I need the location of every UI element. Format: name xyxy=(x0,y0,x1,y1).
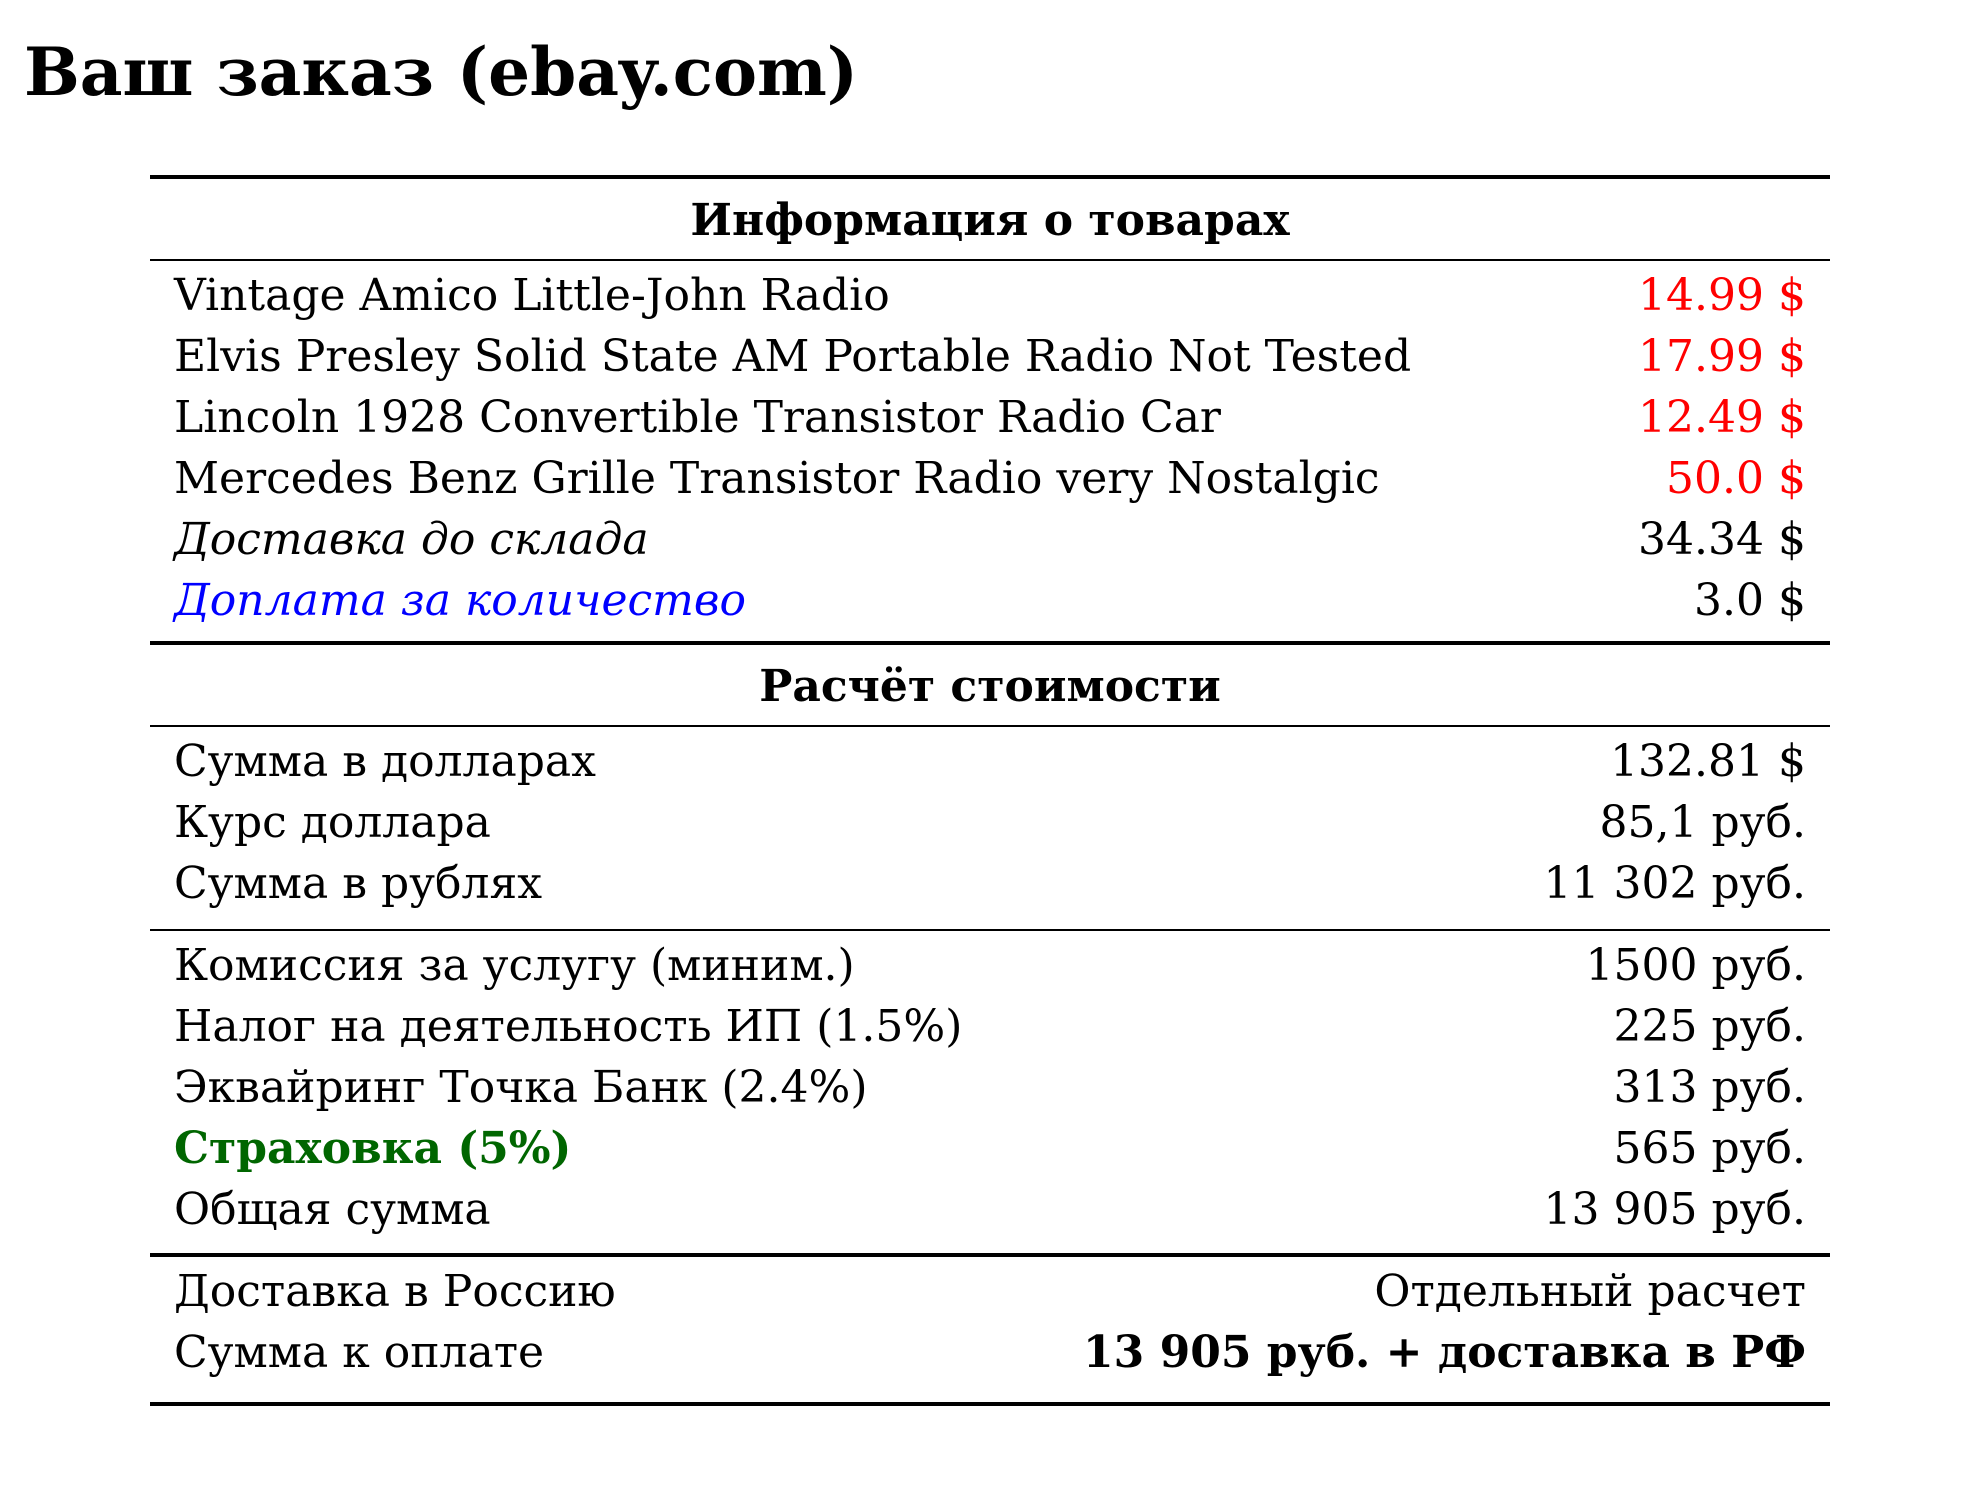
product-row xyxy=(150,326,1830,387)
quantity-surcharge-link[interactable]: Доплата за количество xyxy=(174,575,746,626)
quantity-surcharge-value: 3.0 $ xyxy=(1694,575,1806,626)
sum-rub-label: Сумма в рублях xyxy=(174,858,543,909)
acquiring-label: Эквайринг Точка Банк (2.4%) xyxy=(174,1062,868,1113)
product-row xyxy=(150,387,1830,448)
fees-block xyxy=(150,931,1830,1253)
sum-usd-row xyxy=(150,731,1830,792)
tax-label: Налог на деятельность ИП (1.5%) xyxy=(174,1001,963,1052)
insurance-label: Страховка (5%) xyxy=(174,1123,572,1174)
to-pay-row xyxy=(150,1322,1830,1383)
sum-usd-value: 132.81 $ xyxy=(1610,736,1806,787)
tax-value: 225 руб. xyxy=(1613,1001,1806,1052)
product-price: 12.49 $ xyxy=(1638,392,1806,443)
calc-section-header: Расчёт стоимости xyxy=(759,660,1221,712)
product-price: 50.0 $ xyxy=(1666,453,1806,504)
order-table xyxy=(150,175,1830,1406)
warehouse-delivery-label: Доставка до склада xyxy=(174,514,649,565)
total-value: 13 905 руб. xyxy=(1543,1184,1806,1235)
rate-label: Курс доллара xyxy=(174,797,491,848)
sum-rub-value: 11 302 руб. xyxy=(1543,858,1806,909)
russia-delivery-label: Доставка в Россию xyxy=(174,1266,616,1317)
conversion-block xyxy=(150,727,1830,929)
product-price: 17.99 $ xyxy=(1638,331,1806,382)
rate-row xyxy=(150,792,1830,853)
page-title: Ваш заказ (ebay.com) xyxy=(24,33,859,111)
tax-row xyxy=(150,996,1830,1057)
warehouse-delivery-row xyxy=(150,509,1830,570)
warehouse-delivery-value: 34.34 $ xyxy=(1638,514,1806,565)
commission-row xyxy=(150,935,1830,996)
commission-label: Комиссия за услугу (миним.) xyxy=(174,940,855,991)
total-row xyxy=(150,1179,1830,1240)
quantity-surcharge-row xyxy=(150,570,1830,631)
product-row xyxy=(150,265,1830,326)
product-name: Elvis Presley Solid State AM Portable Radio Not Tested xyxy=(174,331,1412,382)
rate-value: 85,1 руб. xyxy=(1599,797,1806,848)
table-bottom-rule xyxy=(150,1402,1830,1406)
final-block xyxy=(150,1257,1830,1402)
russia-delivery-row xyxy=(150,1261,1830,1322)
insurance-value: 565 руб. xyxy=(1613,1123,1806,1174)
product-name: Vintage Amico Little-John Radio xyxy=(174,270,890,321)
acquiring-value: 313 руб. xyxy=(1613,1062,1806,1113)
sum-usd-label: Сумма в долларах xyxy=(174,736,596,787)
acquiring-row xyxy=(150,1057,1830,1118)
insurance-row xyxy=(150,1118,1830,1179)
product-row xyxy=(150,448,1830,509)
to-pay-label: Сумма к оплате xyxy=(174,1327,545,1378)
product-name: Mercedes Benz Grille Transistor Radio very Nostalgic xyxy=(174,453,1380,504)
to-pay-value: 13 905 руб. + доставка в РФ xyxy=(1083,1327,1806,1378)
commission-value: 1500 руб. xyxy=(1585,940,1806,991)
sum-rub-row xyxy=(150,853,1830,914)
product-price: 14.99 $ xyxy=(1638,270,1806,321)
products-block xyxy=(150,261,1830,641)
total-label: Общая сумма xyxy=(174,1184,491,1235)
products-section-header: Информация о товарах xyxy=(690,194,1290,246)
product-name: Lincoln 1928 Convertible Transistor Radio Car xyxy=(174,392,1221,443)
russia-delivery-value: Отдельный расчет xyxy=(1374,1266,1806,1317)
